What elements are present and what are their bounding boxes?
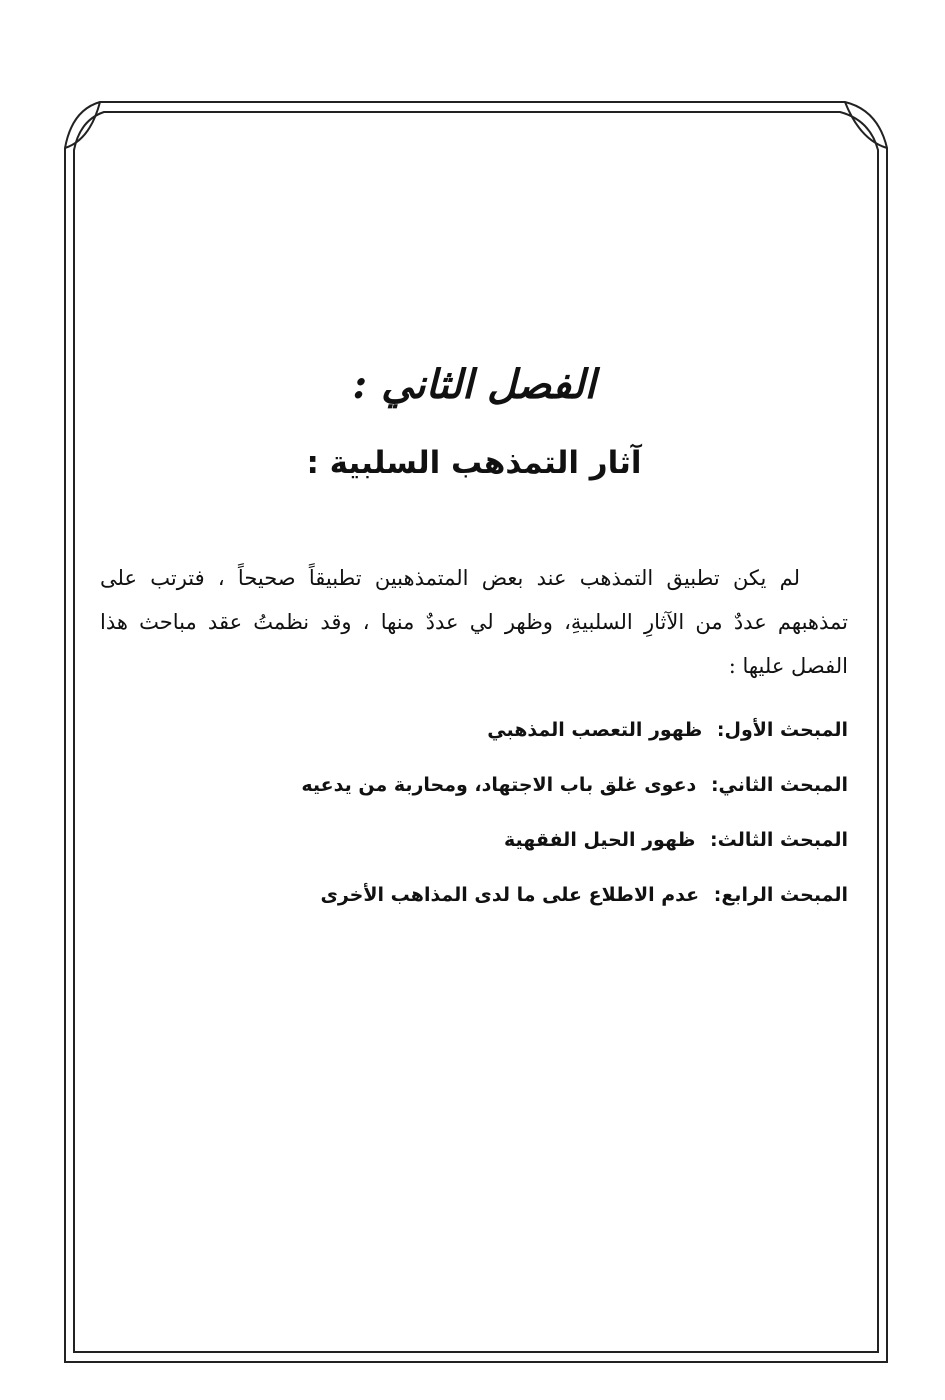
section-item bbox=[100, 873, 848, 928]
section-title: دعوى غلق باب الاجتهاد، ومحاربة من يدعيه bbox=[301, 774, 697, 796]
section-title: ظهور الحيل الفقهية bbox=[504, 829, 696, 851]
section-item bbox=[100, 763, 848, 818]
sections-list bbox=[100, 708, 848, 928]
intro-paragraph: لم يكن تطبيق التمذهب عند بعض المتمذهبين تطبيقاً صحيحاً ، فترتب على تمذهبهم عددٌ من الآثارِ السلبيةِ، وظهر لي عددٌ منها ، وقد نظمتُ عقد مباحث هذا الفصل عليها : bbox=[100, 566, 848, 678]
page-content bbox=[100, 0, 848, 1400]
chapter-subtitle: آثار التمذهب السلبية : bbox=[306, 445, 642, 481]
section-label: المبحث الثالث: bbox=[710, 829, 848, 851]
section-label: المبحث الأول: bbox=[716, 719, 848, 741]
section-title: ظهور التعصب المذهبي bbox=[487, 719, 703, 741]
chapter-title: الفصل الثاني : bbox=[352, 361, 596, 408]
section-item bbox=[100, 818, 848, 873]
section-title: عدم الاطلاع على ما لدى المذاهب الأخرى bbox=[320, 884, 700, 906]
section-label: المبحث الرابع: bbox=[713, 884, 848, 906]
section-item bbox=[100, 708, 848, 763]
section-label: المبحث الثاني: bbox=[710, 774, 848, 796]
